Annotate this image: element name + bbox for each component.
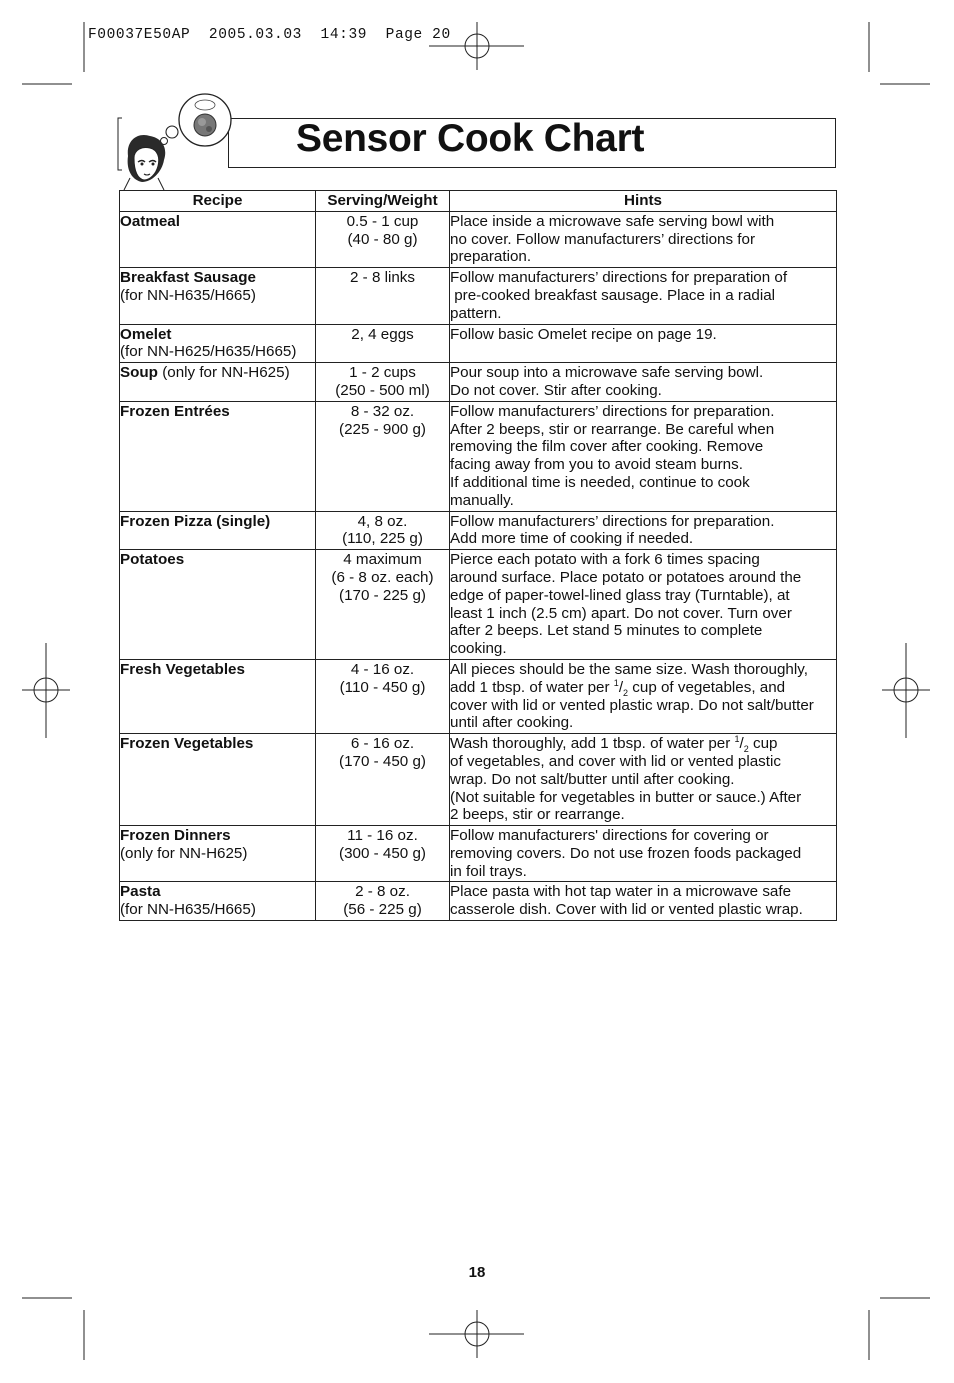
- hint-line: no cover. Follow manufacturers’ directions for: [450, 230, 756, 248]
- hints-cell: [450, 659, 837, 733]
- hint-line: Follow basic Omelet recipe on page 19.: [450, 325, 717, 343]
- table-row: [120, 659, 837, 733]
- hint-line: cover with lid or vented plastic wrap. Do not salt/butter: [450, 696, 814, 714]
- hints-cell: [450, 734, 837, 826]
- table-header-row: [120, 191, 837, 212]
- serving-line: 2 - 8 oz.: [355, 883, 410, 901]
- serving-line: 4, 8 oz.: [357, 512, 408, 530]
- hint-line: casserole dish. Cover with lid or vented plastic wrap.: [450, 901, 803, 919]
- registration-target-bottom: [429, 1310, 524, 1358]
- hint-line: Pierce each potato with a fork 6 times spacing: [450, 551, 760, 569]
- recipe-name: Pasta: [120, 883, 161, 901]
- recipe-name: Frozen Vegetables: [120, 735, 254, 753]
- serving-line: (170 - 450 g): [339, 752, 426, 770]
- serving-line: 8 - 32 oz.: [350, 402, 415, 420]
- serving-cell: [316, 324, 450, 363]
- serving-cell: [316, 659, 450, 733]
- fraction-denominator: 2: [623, 687, 629, 698]
- hint-line: Place inside a microwave safe serving bowl with: [450, 212, 775, 230]
- recipe-cell: [120, 511, 316, 550]
- serving-line: 0.5 - 1 cup: [346, 212, 419, 230]
- recipe-name: Omelet: [120, 325, 172, 343]
- serving-line: 4 - 16 oz.: [350, 660, 415, 678]
- print-slug: F00037E50AP 2005.03.03 14:39 Page 20: [88, 27, 451, 43]
- hint-line: around surface. Place potato or potatoes around the: [450, 568, 802, 586]
- serving-cell: [316, 882, 450, 921]
- table-body: [120, 211, 837, 920]
- hint-line: Do not cover. Stir after cooking.: [450, 381, 662, 399]
- page-title: Sensor Cook Chart: [296, 117, 645, 160]
- hints-cell: [450, 401, 837, 511]
- hints-cell: [450, 363, 837, 402]
- recipe-cell: [120, 211, 316, 267]
- recipe-cell: [120, 268, 316, 324]
- hints-cell: [450, 268, 837, 324]
- hints-cell: [450, 550, 837, 660]
- hint-line: Place pasta with hot tap water in a microwave safe: [450, 883, 792, 901]
- hint-line: removing covers. Do not use frozen foods packaged: [450, 844, 802, 862]
- recipe-cell: [120, 550, 316, 660]
- serving-line: 2, 4 eggs: [351, 325, 414, 343]
- recipe-note: (only for NN-H625): [120, 844, 248, 862]
- table-row: [120, 324, 837, 363]
- registration-target-left: [22, 643, 70, 738]
- serving-line: (56 - 225 g): [343, 901, 422, 919]
- serving-line: (300 - 450 g): [339, 844, 426, 862]
- table-row: [120, 268, 837, 324]
- serving-line: (225 - 900 g): [339, 420, 426, 438]
- hint-line: pre-cooked breakfast sausage. Place in a radial: [450, 286, 776, 304]
- hint-line: Add more time of cooking if needed.: [450, 530, 694, 548]
- hint-line: removing the film cover after cooking. Remove: [450, 438, 764, 456]
- hint-line: pattern.: [450, 304, 502, 322]
- hint-line: Pour soup into a microwave safe serving bowl.: [450, 364, 764, 382]
- serving-line: (250 - 500 ml): [335, 381, 430, 399]
- hint-text: cup: [748, 735, 778, 753]
- hint-line: in foil trays.: [450, 862, 527, 880]
- recipe-note: (for NN-H635/H665): [120, 901, 256, 919]
- page-number: 18: [468, 1264, 486, 1281]
- recipe-name: Fresh Vegetables: [120, 660, 245, 678]
- table-row: [120, 826, 837, 882]
- hint-line: All pieces should be the same size. Wash thoroughly,: [450, 660, 808, 678]
- hint-line: after 2 beeps. Let stand 5 minutes to complete: [450, 622, 763, 640]
- fraction-denominator: 2: [743, 744, 749, 755]
- serving-line: 11 - 16 oz.: [347, 827, 418, 845]
- hint-line: (Not suitable for vegetables in butter or sauce.) After: [450, 788, 802, 806]
- hints-cell: [450, 882, 837, 921]
- column-header-hints: Hints: [450, 191, 837, 212]
- table-row: [120, 211, 837, 267]
- registration-target-top: [429, 22, 524, 70]
- hint-line: 2 beeps, stir or rearrange.: [450, 806, 625, 824]
- hints-cell: [450, 211, 837, 267]
- recipe-name: Oatmeal: [120, 212, 180, 230]
- hint-line: wrap. Do not salt/butter until after cooking.: [450, 770, 735, 788]
- hints-cell: [450, 826, 837, 882]
- serving-line: (40 - 80 g): [347, 230, 418, 248]
- hint-line: Follow manufacturers' directions for covering or: [450, 827, 769, 845]
- table-row: [120, 734, 837, 826]
- recipe-note: (for NN-H635/H665): [120, 286, 256, 304]
- fraction-numerator: 1: [613, 677, 619, 688]
- sensor-cook-table: [119, 190, 837, 921]
- recipe-cell: [120, 401, 316, 511]
- serving-cell: [316, 550, 450, 660]
- serving-cell: [316, 401, 450, 511]
- hints-cell: [450, 324, 837, 363]
- serving-cell: [316, 211, 450, 267]
- hint-line: least 1 inch (2.5 cm) apart. Do not cover. Turn over: [450, 604, 792, 622]
- hint-line: preparation.: [450, 248, 532, 266]
- serving-cell: [316, 734, 450, 826]
- column-header-serving: Serving/Weight: [316, 191, 450, 212]
- hint-text: Wash thoroughly, add 1 tbsp. of water per: [450, 735, 735, 753]
- hint-line: edge of paper-towel-lined glass tray (Turntable), at: [450, 586, 790, 604]
- recipe-name: Breakfast Sausage: [120, 269, 256, 287]
- recipe-name: Frozen Dinners: [120, 827, 231, 845]
- recipe-inline-note: (only for NN-H625): [157, 364, 290, 382]
- hint-line: After 2 beeps, stir or rearrange. Be careful when: [450, 420, 775, 438]
- serving-line: (6 - 8 oz. each): [331, 568, 434, 586]
- serving-line: (170 - 225 g): [339, 586, 426, 604]
- serving-line: (110, 225 g): [342, 530, 423, 548]
- table-row: [120, 882, 837, 921]
- fraction-slash: /: [739, 735, 744, 753]
- serving-line: 6 - 16 oz.: [350, 735, 415, 753]
- recipe-cell: [120, 882, 316, 921]
- recipe-cell: [120, 826, 316, 882]
- serving-cell: [316, 826, 450, 882]
- recipe-name: Potatoes: [120, 551, 185, 569]
- hint-line: [450, 735, 836, 753]
- hint-line: of vegetables, and cover with lid or vented plastic: [450, 752, 781, 770]
- fraction-numerator: 1: [734, 734, 740, 745]
- recipe-name: Frozen Pizza (single): [120, 512, 271, 530]
- hint-line: If additional time is needed, continue to cook: [450, 473, 750, 491]
- column-header-recipe: Recipe: [120, 191, 316, 212]
- serving-line: 1 - 2 cups: [349, 364, 416, 382]
- table-row: [120, 401, 837, 511]
- serving-line: 2 - 8 links: [350, 269, 415, 287]
- recipe-note: (for NN-H625/H635/H665): [120, 343, 297, 361]
- serving-cell: [316, 363, 450, 402]
- recipe-name: Frozen Entrées: [120, 402, 230, 420]
- hints-cell: [450, 511, 837, 550]
- thinking-chef-icon: [112, 92, 237, 192]
- hint-line: until after cooking.: [450, 714, 574, 732]
- recipe-cell: [120, 659, 316, 733]
- hint-text: cup of vegetables, and: [628, 678, 786, 696]
- table-row: [120, 550, 837, 660]
- recipe-cell: [120, 734, 316, 826]
- registration-target-right: [882, 643, 930, 738]
- recipe-cell: [120, 363, 316, 402]
- hint-line: manually.: [450, 491, 514, 509]
- serving-cell: [316, 511, 450, 550]
- recipe-name: Soup: [120, 364, 158, 382]
- fraction-slash: /: [618, 678, 624, 696]
- serving-cell: [316, 268, 450, 324]
- hint-line: Follow manufacturers’ directions for preparation.: [450, 512, 775, 530]
- hint-line: Follow manufacturers’ directions for preparation.: [450, 402, 775, 420]
- hint-line: cooking.: [450, 640, 507, 658]
- hint-line: Follow manufacturers’ directions for preparation of: [450, 269, 788, 287]
- hint-text: add 1 tbsp. of water per: [450, 678, 614, 696]
- table-row: [120, 511, 837, 550]
- hint-line: facing away from you to avoid steam burns.: [450, 456, 743, 474]
- recipe-cell: [120, 324, 316, 363]
- serving-line: (110 - 450 g): [339, 678, 426, 696]
- table-row: [120, 363, 837, 402]
- hint-line: [450, 679, 836, 697]
- serving-line: 4 maximum: [343, 551, 422, 569]
